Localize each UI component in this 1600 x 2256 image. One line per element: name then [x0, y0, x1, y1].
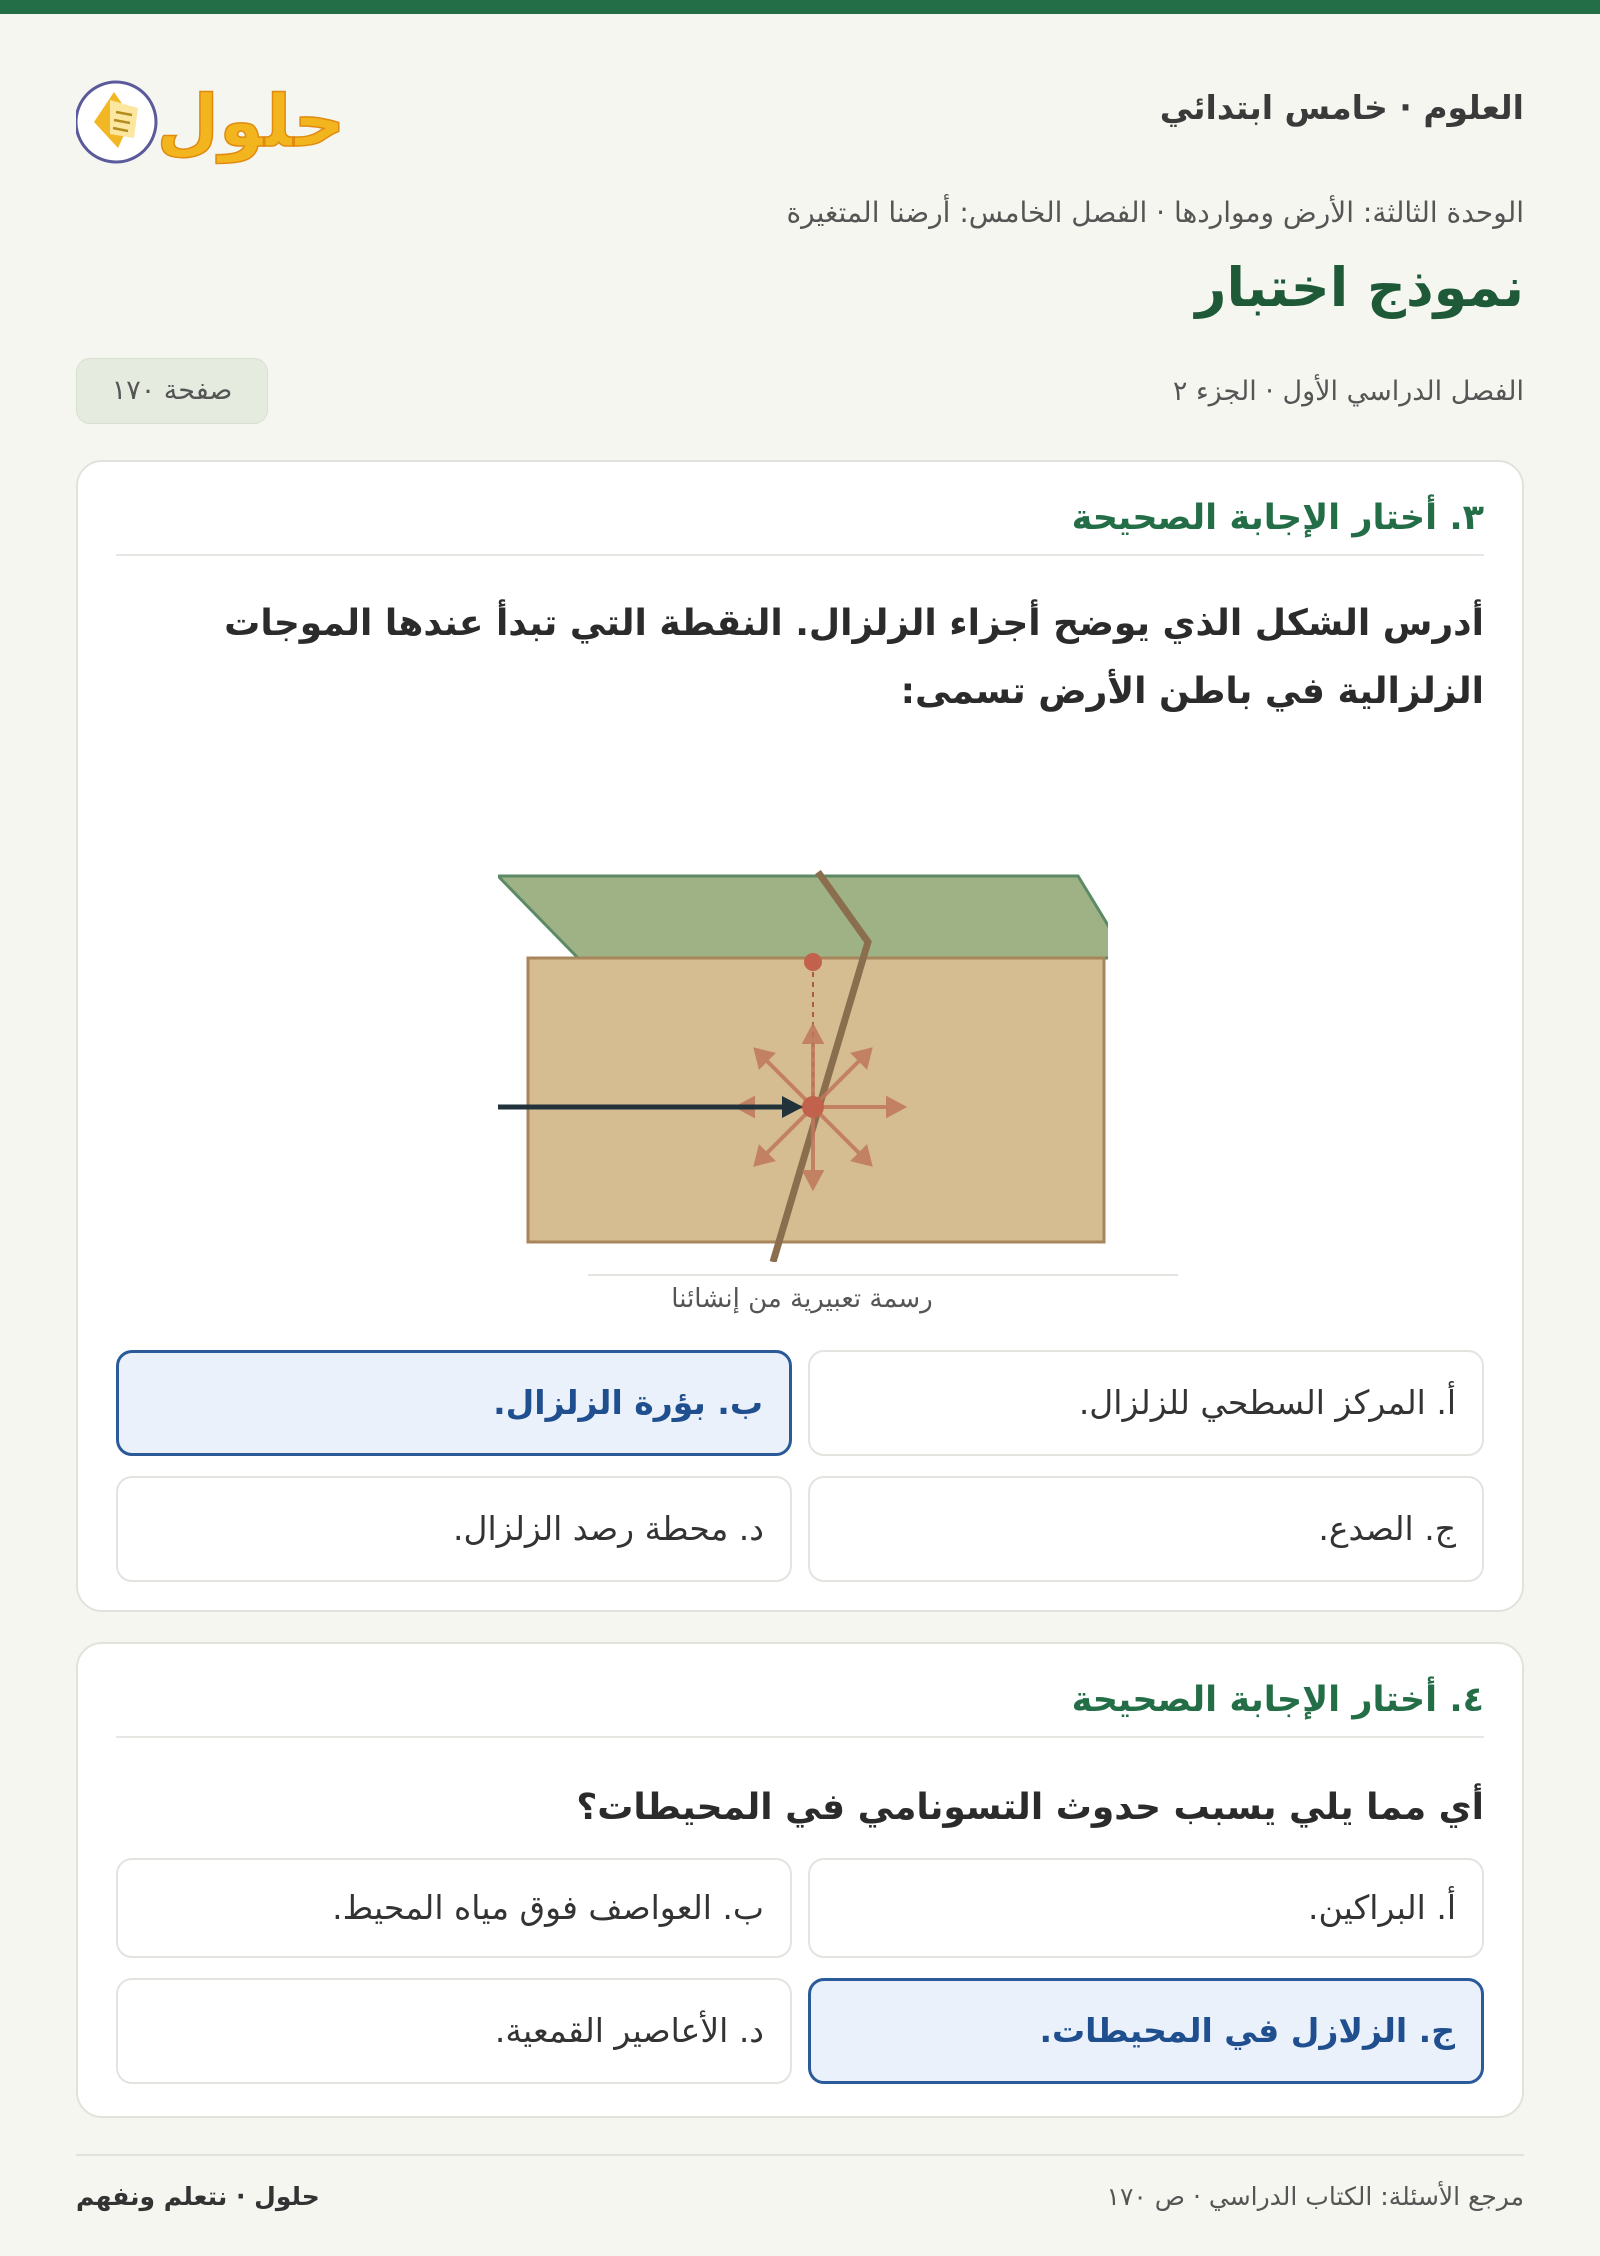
question-card — [76, 460, 1524, 1612]
option-d[interactable]: د. محطة رصد الزلزال. — [116, 1476, 792, 1582]
page-title: نموذج اختبار — [1195, 256, 1524, 319]
unit-breadcrumb: الوحدة الثالثة: الأرض ومواردها · الفصل الخامس: أرضنا المتغيرة — [786, 196, 1524, 229]
option-c-selected[interactable]: ج. الزلازل في المحيطات. — [808, 1978, 1484, 2084]
option-d[interactable]: د. الأعاصير القمعية. — [116, 1978, 792, 2084]
brand-logo — [76, 62, 346, 172]
epicenter-point — [804, 953, 822, 971]
option-c[interactable]: ج. الصدع. — [808, 1476, 1484, 1582]
caption-divider — [588, 1274, 1178, 1276]
option-b-selected[interactable]: ب. بؤرة الزلزال. — [116, 1350, 792, 1456]
question-text: أدرس الشكل الذي يوضح أجزاء الزلزال. النقطة التي تبدأ عندها الموجات الزلزالية في باطن الأرض تسمى: — [224, 603, 1484, 712]
question-header — [116, 498, 1484, 556]
question-text: أي مما يلي يسبب حدوث التسونامي في المحيطات؟ — [576, 1787, 1484, 1828]
footer-divider — [76, 2154, 1524, 2156]
footer-reference: مرجع الأسئلة: الكتاب الدراسي · ص ١٧٠ — [1106, 2182, 1524, 2211]
question-card — [76, 1642, 1524, 2118]
term-label: الفصل الدراسي الأول · الجزء ٢ — [1172, 376, 1524, 407]
question-header — [116, 1680, 1484, 1738]
page-header — [76, 52, 1524, 172]
page-number-badge: صفحة ١٧٠ — [76, 358, 268, 424]
figure-caption: رسمة تعبيرية من إنشائنا — [671, 1284, 933, 1314]
option-a[interactable]: أ. البراكين. — [808, 1858, 1484, 1958]
option-b[interactable]: ب. العواصف فوق مياه المحيط. — [116, 1858, 792, 1958]
subject-label: العلوم · خامس ابتدائي — [1159, 88, 1524, 127]
earthquake-diagram — [498, 842, 1108, 1262]
question-heading: ٣. أختار الإجابة الصحيحة — [1071, 498, 1484, 538]
footer-brand: حلول · نتعلم ونفهم — [76, 2182, 320, 2211]
question-heading: ٤. أختار الإجابة الصحيحة — [1071, 1680, 1484, 1720]
top-accent-bar — [0, 0, 1600, 14]
focus-point — [802, 1096, 824, 1118]
logo-text: حلول — [156, 79, 346, 163]
option-a[interactable]: أ. المركز السطحي للزلزال. — [808, 1350, 1484, 1456]
ground-surface — [498, 876, 1108, 958]
